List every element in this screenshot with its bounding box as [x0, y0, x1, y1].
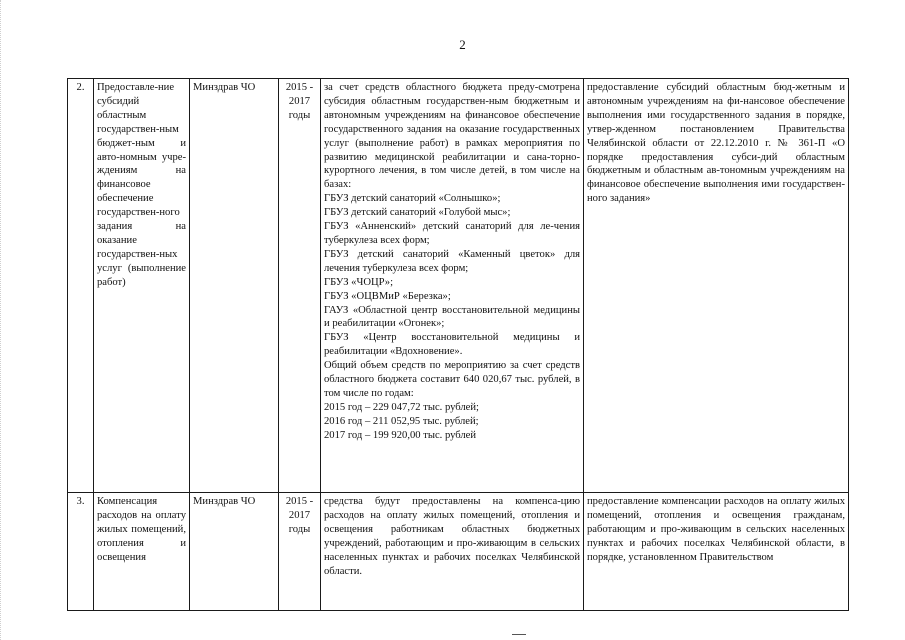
content-line: средства будут предоставлены на компенса-цию расходов на оплату жилых помещений, отопления и освещения работникам областных бюджетных учреждений, работающим и про-живающим в сельских населенных пунктах и рабочих поселках Челябинской области. — [324, 496, 580, 577]
content-line: ГАУЗ «Областной центр восстановительной медицины и реабилитации «Огонек»; — [324, 304, 580, 330]
content-line: ГБУЗ «ОЦВМиР «Березка»; — [324, 290, 451, 302]
content-line: 2015 год – 229 047,72 тыс. рублей; — [324, 401, 480, 413]
measure-name: Предоставле-ние субсидий областным государствен-ным бюджет-ным и авто-номным учре-ждениям на финансовое обеспечение государствен-ного задания на оказание государствен-ных услуг (выполнение работ) — [94, 79, 190, 493]
page-number: 2 — [459, 37, 466, 52]
measures-table — [67, 78, 849, 611]
period: 2015 - 2017 годы — [279, 493, 321, 611]
content-line: ГБУЗ детский санаторий «Каменный цветок» для лечения туберкулеза всех форм; — [324, 248, 580, 274]
content-line: Общий объем средств по мероприятию за счет средств областного бюджета составит 640 020,67 тыс. рублей, в том числе по годам: — [324, 360, 580, 399]
executor: Минздрав ЧО — [190, 79, 279, 493]
content-line: за счет средств областного бюджета преду-смотрена субсидия областным государствен-ным бюджетным и автономным учреждениям на финансовое обеспечение государственного задания на оказание государственных услуг (выполнение работ) в рамках мероприятия по развитию медицинской реабилитации и сана-торно-курортного лечения, в том числе детей, в том числе на базах: — [324, 82, 580, 191]
measure-content — [321, 79, 584, 493]
content-line: 2017 год – 199 920,00 тыс. рублей — [324, 429, 477, 441]
content-line: 2016 год – 211 052,95 тыс. рублей; — [324, 415, 479, 427]
period: 2015 - 2017 годы — [279, 79, 321, 493]
row-number: 2. — [68, 79, 94, 493]
content-line: ГБУЗ «Центр восстановительной медицины и реабилитации «Вдохновение». — [324, 332, 580, 358]
table-row — [68, 79, 849, 493]
content-line: ГБУЗ «Анненский» детский санаторий для ле-чения туберкулеза всех форм; — [324, 221, 580, 246]
content-line: ГБУЗ детский санаторий «Голубой мыс»; — [324, 207, 511, 219]
content-line: ГБУЗ детский санаторий «Солнышко»; — [324, 193, 501, 205]
scan-edge — [0, 0, 4, 640]
content-line: ГБУЗ «ЧОЦР»; — [324, 276, 394, 288]
measure-content — [321, 493, 584, 611]
legal-basis: предоставление компенсации расходов на оплату жилых помещений, отопления и освещения гражданам, работающим и про-живающим в сельских населенных пунктах и рабочих поселках Челябинской области, в порядке, установленном Правительством — [584, 493, 849, 611]
measure-name: Компенсация расходов на оплату жилых помещений, отопления и освещения — [94, 493, 190, 611]
scan-mark — [512, 634, 526, 635]
legal-basis: предоставление субсидий областным бюд-жетным и автономным учреждениям на фи-нансовое обеспечение выполнения ими государственного задания в порядке, утвер-жденном постановлением Правительства Челябинской области от 22.12.2010 г. № 361-П «О порядке предоставления субси-дий областным бюджетным и областным ав-тономным учреждениям на финансовое обеспечение выполнения ими государствен-ного задания» — [584, 79, 849, 493]
executor: Минздрав ЧО — [190, 493, 279, 611]
row-number: 3. — [68, 493, 94, 611]
table-row — [68, 493, 849, 611]
